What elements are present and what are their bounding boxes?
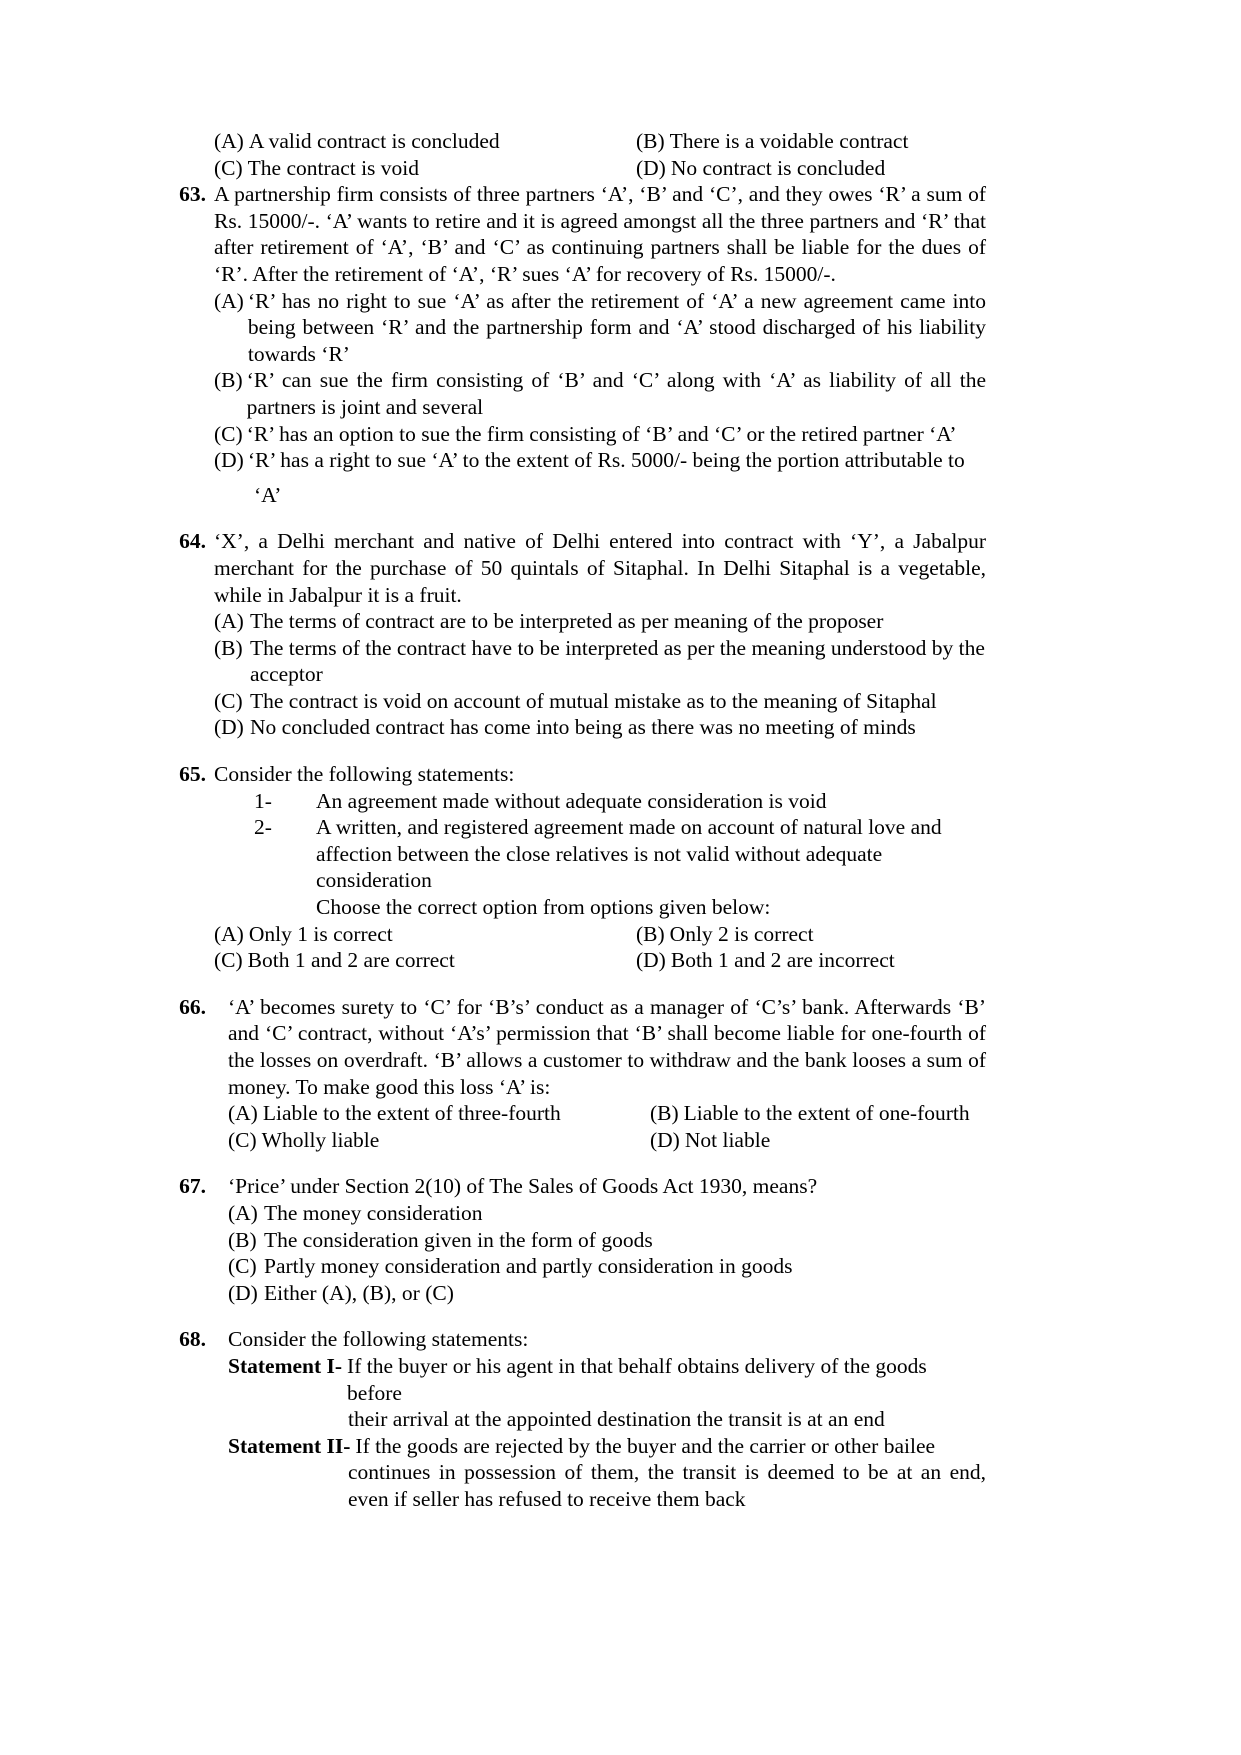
q66-option-a[interactable] — [228, 1100, 650, 1127]
q66-option-row-cd — [228, 1127, 986, 1154]
q63-option-b[interactable] — [214, 367, 986, 420]
q63-option-c-text: ‘R’ has an option to sue the firm consisting of ‘B’ and ‘C’ or the retired partner ‘A’ — [246, 421, 957, 446]
q65-statement-1 — [214, 788, 986, 815]
q64-body — [214, 528, 986, 741]
q66-number: 66. — [179, 994, 206, 1019]
q65-option-b-label: (B) — [636, 921, 665, 946]
q68-statement-2-text: If the goods are rejected by the buyer and the carrier or other bailee — [355, 1433, 936, 1458]
q64-option-b-text: The terms of the contract have to be interpreted as per the meaning understood by the acceptor — [250, 635, 985, 687]
q66-option-c-text: Wholly liable — [261, 1127, 380, 1152]
q67-option-a-label: (A) — [228, 1200, 258, 1225]
q65-option-a-text: Only 1 is correct — [248, 921, 393, 946]
q66-option-d[interactable] — [650, 1127, 986, 1154]
q62-option-row-ab — [214, 128, 986, 155]
q66-option-a-text: Liable to the extent of three-fourth — [262, 1101, 561, 1126]
question-64 — [168, 528, 986, 741]
q68-body — [228, 1326, 986, 1512]
q68-statement-2 — [228, 1433, 986, 1460]
q62-option-a-text: A valid contract is concluded — [248, 129, 500, 153]
q65-number: 65. — [179, 762, 206, 787]
q65-choose-instruction: Choose the correct option from options given below: — [316, 895, 771, 920]
q62-option-d[interactable] — [636, 155, 986, 182]
q66-option-a-label: (A) — [228, 1101, 258, 1126]
page-content — [168, 128, 986, 1513]
q65-option-a[interactable] — [214, 921, 636, 948]
q64-option-b[interactable] — [214, 635, 986, 688]
q64-option-a[interactable] — [214, 608, 986, 635]
q62-option-a-label: (A) — [214, 129, 244, 153]
q67-stem: ‘Price’ under Section 2(10) of The Sales of Goods Act 1930, means? — [228, 1174, 818, 1199]
q65-option-row-cd — [214, 947, 986, 974]
q67-option-c-text: Partly money consideration and partly consideration in goods — [264, 1254, 793, 1279]
q64-option-d-label: (D) — [214, 715, 244, 740]
question-62-options-block — [168, 128, 986, 181]
q66-option-c[interactable] — [228, 1127, 650, 1154]
q63-option-a[interactable] — [214, 288, 986, 368]
q62-option-d-text: No contract is concluded — [670, 155, 886, 180]
q68-statement-1 — [228, 1353, 986, 1406]
q63-option-c[interactable] — [214, 421, 986, 448]
question-63 — [168, 181, 986, 508]
q63-body — [214, 181, 986, 508]
q65-option-row-ab — [214, 921, 986, 948]
q64-number: 64. — [179, 529, 206, 554]
q63-option-d-text: ‘R’ has a right to sue ‘A’ to the extent of Rs. 5000/- being the portion attributable to — [247, 448, 965, 473]
q65-option-d-label: (D) — [636, 948, 666, 973]
question-65 — [168, 761, 986, 974]
q65-statement-1-text: An agreement made without adequate consideration is void — [316, 788, 827, 813]
q67-option-b-text: The consideration given in the form of goods — [264, 1227, 653, 1252]
q63-option-d-label: (D) — [214, 448, 244, 473]
q66-option-d-label: (D) — [650, 1127, 680, 1152]
q63-option-b-text: ‘R’ can sue the firm consisting of ‘B’ and ‘C’ along with ‘A’ as liability of all the partners is joint and several — [246, 368, 986, 419]
q62-option-a[interactable] — [214, 128, 636, 155]
q66-stem: ‘A’ becomes surety to ‘C’ for ‘B’s’ conduct as a manager of ‘C’s’ bank. Afterwards ‘B’ and ‘C’ contract, without ‘A’s’ permission that ‘B’ shall become liable for one-fourth of the losses on overdraft. ‘B’ allows a customer to withdraw and the bank looses a sum of money. To make good this loss ‘A’ is: — [228, 994, 986, 1099]
q62-option-c-label: (C) — [214, 155, 243, 180]
q65-option-b-text: Only 2 is correct — [669, 921, 814, 946]
q68-statement-2-continuation: continues in possession of them, the transit is deemed to be at an end, even if seller has refused to receive them back — [348, 1460, 986, 1511]
q67-option-c[interactable] — [228, 1253, 986, 1280]
q65-option-c-label: (C) — [214, 948, 243, 973]
q64-option-b-label: (B) — [214, 635, 243, 660]
q66-option-c-label: (C) — [228, 1127, 257, 1152]
q63-option-d-trailing: ‘A’ — [254, 482, 282, 507]
q64-option-a-label: (A) — [214, 609, 244, 634]
q65-statement-1-number: 1- — [254, 788, 272, 813]
question-66 — [168, 994, 986, 1154]
q65-stem: Consider the following statements: — [214, 762, 515, 787]
q67-option-d[interactable] — [228, 1280, 986, 1307]
q68-statement-1-label: Statement I- — [228, 1353, 343, 1378]
q67-option-a-text: The money consideration — [264, 1200, 483, 1225]
q66-option-row-ab — [228, 1100, 986, 1127]
q65-option-d[interactable] — [636, 947, 986, 974]
q63-number: 63. — [179, 182, 206, 207]
q68-statement-1-continuation: their arrival at the appointed destination the transit is at an end — [348, 1407, 885, 1432]
q67-option-a[interactable] — [228, 1200, 986, 1227]
q64-stem: ‘X’, a Delhi merchant and native of Delhi entered into contract with ‘Y’, a Jabalpur merchant for the purchase of 50 quintals of Sitaphal. In Delhi Sitaphal is a vegetable, while in Jabalpur it is a fruit. — [214, 529, 986, 607]
question-67 — [168, 1173, 986, 1306]
q67-option-c-label: (C) — [228, 1254, 257, 1279]
q64-option-c[interactable] — [214, 688, 986, 715]
q65-body — [214, 761, 986, 974]
q62-option-c[interactable] — [214, 155, 636, 182]
q64-option-d[interactable] — [214, 714, 986, 741]
q67-number: 67. — [179, 1174, 206, 1199]
q66-option-b[interactable] — [650, 1100, 986, 1127]
q67-option-b[interactable] — [228, 1227, 986, 1254]
q63-option-d[interactable] — [214, 447, 986, 474]
q65-option-d-text: Both 1 and 2 are incorrect — [670, 948, 895, 973]
q68-statement-2-label: Statement II- — [228, 1433, 351, 1458]
q65-statement-2-text: A written, and registered agreement made on account of natural love and affection between the close relatives is not valid without adequate consideration — [316, 815, 942, 893]
q63-option-a-label: (A) — [214, 288, 244, 313]
q65-option-b[interactable] — [636, 921, 986, 948]
q66-body — [228, 994, 986, 1154]
q66-option-b-text: Liable to the extent of one-fourth — [683, 1101, 970, 1126]
q62-option-d-label: (D) — [636, 155, 666, 180]
q65-option-a-label: (A) — [214, 921, 244, 946]
q62-option-b[interactable] — [636, 128, 986, 155]
q62-option-c-text: The contract is void — [247, 155, 420, 180]
q67-body — [228, 1173, 986, 1306]
q62-option-row-cd — [214, 155, 986, 182]
q63-option-a-text: ‘R’ has no right to sue ‘A’ as after the retirement of ‘A’ a new agreement came into being between ‘R’ and the partnership form and ‘A’ stood discharged of his liability towards ‘R’ — [247, 288, 986, 366]
q64-option-d-text: No concluded contract has come into being as there was no meeting of minds — [250, 715, 916, 740]
q63-option-b-label: (B) — [214, 368, 243, 393]
q67-option-d-label: (D) — [228, 1280, 258, 1305]
q68-stem: Consider the following statements: — [228, 1327, 529, 1352]
question-68 — [168, 1326, 986, 1512]
q63-option-c-label: (C) — [214, 421, 243, 446]
q64-option-a-text: The terms of contract are to be interpreted as per meaning of the proposer — [250, 609, 884, 634]
q67-option-d-text: Either (A), (B), or (C) — [264, 1280, 454, 1305]
q66-option-d-text: Not liable — [684, 1127, 771, 1152]
q68-number: 68. — [179, 1327, 206, 1352]
q64-option-c-text: The contract is void on account of mutual mistake as to the meaning of Sitaphal — [250, 688, 937, 713]
q63-stem: A partnership firm consists of three partners ‘A’, ‘B’ and ‘C’, and they owes ‘R’ a sum of Rs. 15000/-. ‘A’ wants to retire and it is agreed amongst all the three partners and ‘R’ that after retirement of ‘A’, ‘B’ and ‘C’ as continuing partners shall be liable for the dues of ‘R’. After the retirement of ‘A’, ‘R’ sues ‘A’ for recovery of Rs. 15000/-. — [214, 182, 986, 286]
q65-statement-2-number: 2- — [254, 815, 272, 840]
q66-option-b-label: (B) — [650, 1101, 679, 1126]
q65-option-c[interactable] — [214, 947, 636, 974]
q62-option-b-text: There is a voidable contract — [669, 129, 909, 153]
q65-statement-2 — [214, 814, 986, 894]
q64-option-c-label: (C) — [214, 688, 243, 713]
q68-statement-1-text: If the buyer or his agent in that behalf obtains delivery of the goods before — [347, 1353, 927, 1405]
q65-option-c-text: Both 1 and 2 are correct — [247, 948, 455, 973]
q67-option-b-label: (B) — [228, 1227, 257, 1252]
q62-option-b-label: (B) — [636, 129, 665, 153]
q62-options-body — [214, 128, 986, 181]
